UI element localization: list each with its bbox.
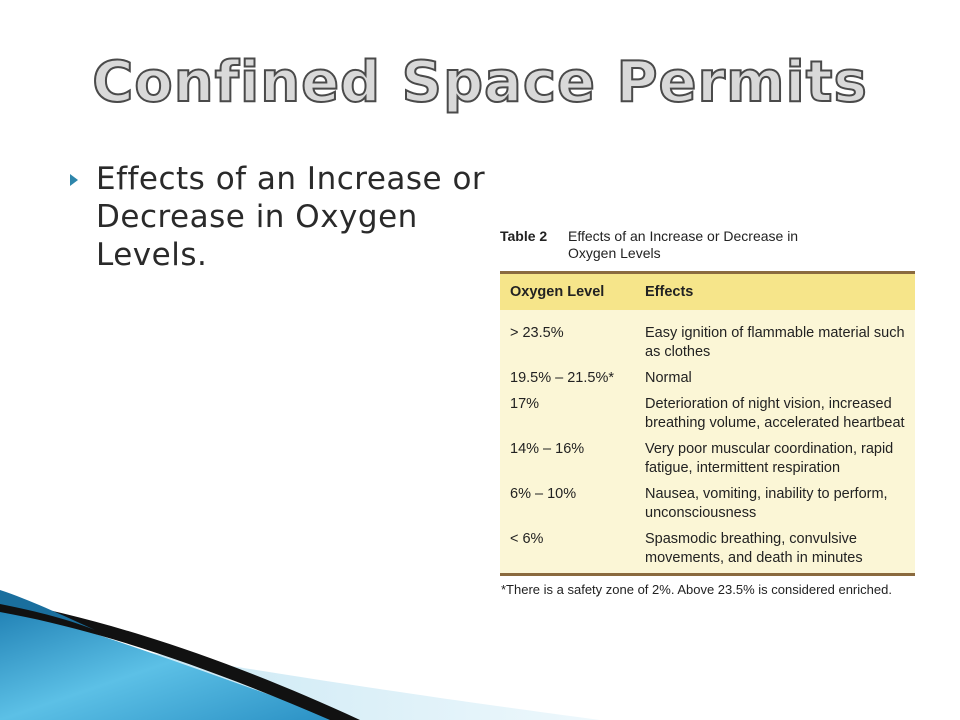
table-footnote: *There is a safety zone of 2%. Above 23.5% is considered enriched. bbox=[501, 582, 892, 597]
oxygen-level-cell: < 6% bbox=[510, 531, 544, 547]
oxygen-effects-table bbox=[500, 274, 915, 573]
table-row bbox=[500, 440, 915, 485]
table-caption bbox=[500, 228, 915, 262]
table-caption-text: Effects of an Increase or Decrease in Oxygen Levels bbox=[568, 228, 799, 261]
header-oxygen-level: Oxygen Level bbox=[500, 274, 637, 310]
oxygen-level-cell: 17% bbox=[510, 396, 540, 412]
table-header-row bbox=[500, 274, 915, 310]
effects-cell: Nausea, vomiting, inability to perform, unconsciousness bbox=[645, 486, 888, 521]
effects-cell: Very poor muscular coordination, rapid fatigue, intermittent respiration bbox=[645, 441, 894, 476]
table-row bbox=[500, 395, 915, 440]
table-row bbox=[500, 530, 915, 573]
oxygen-level-cell: 19.5% – 21.5%* bbox=[510, 370, 614, 386]
bullet-text: Effects of an Increase or Decrease in Oxygen Levels. bbox=[96, 161, 486, 273]
effects-cell: Spasmodic breathing, convulsive movements, and death in minutes bbox=[645, 531, 863, 566]
effects-cell: Normal bbox=[645, 370, 692, 386]
bullet-arrow-icon bbox=[70, 174, 78, 186]
table-row bbox=[500, 369, 915, 395]
table-row bbox=[500, 310, 915, 369]
oxygen-level-cell: 6% – 10% bbox=[510, 486, 577, 502]
bullet-item bbox=[70, 160, 490, 274]
table-caption-label: Table 2 bbox=[500, 228, 548, 244]
oxygen-level-cell: > 23.5% bbox=[510, 325, 564, 341]
slide-title: Confined Space Permits bbox=[92, 50, 868, 115]
oxygen-level-cell: 14% – 16% bbox=[510, 441, 585, 457]
effects-cell: Deterioration of night vision, increased breathing volume, accelerated heartbeat bbox=[645, 396, 905, 431]
table-box bbox=[500, 271, 915, 576]
header-effects: Effects bbox=[637, 274, 915, 310]
decorative-swoosh bbox=[0, 590, 620, 720]
table-row bbox=[500, 485, 915, 530]
oxygen-table-figure bbox=[500, 228, 915, 598]
effects-cell: Easy ignition of flammable material such as clothes bbox=[645, 325, 905, 360]
